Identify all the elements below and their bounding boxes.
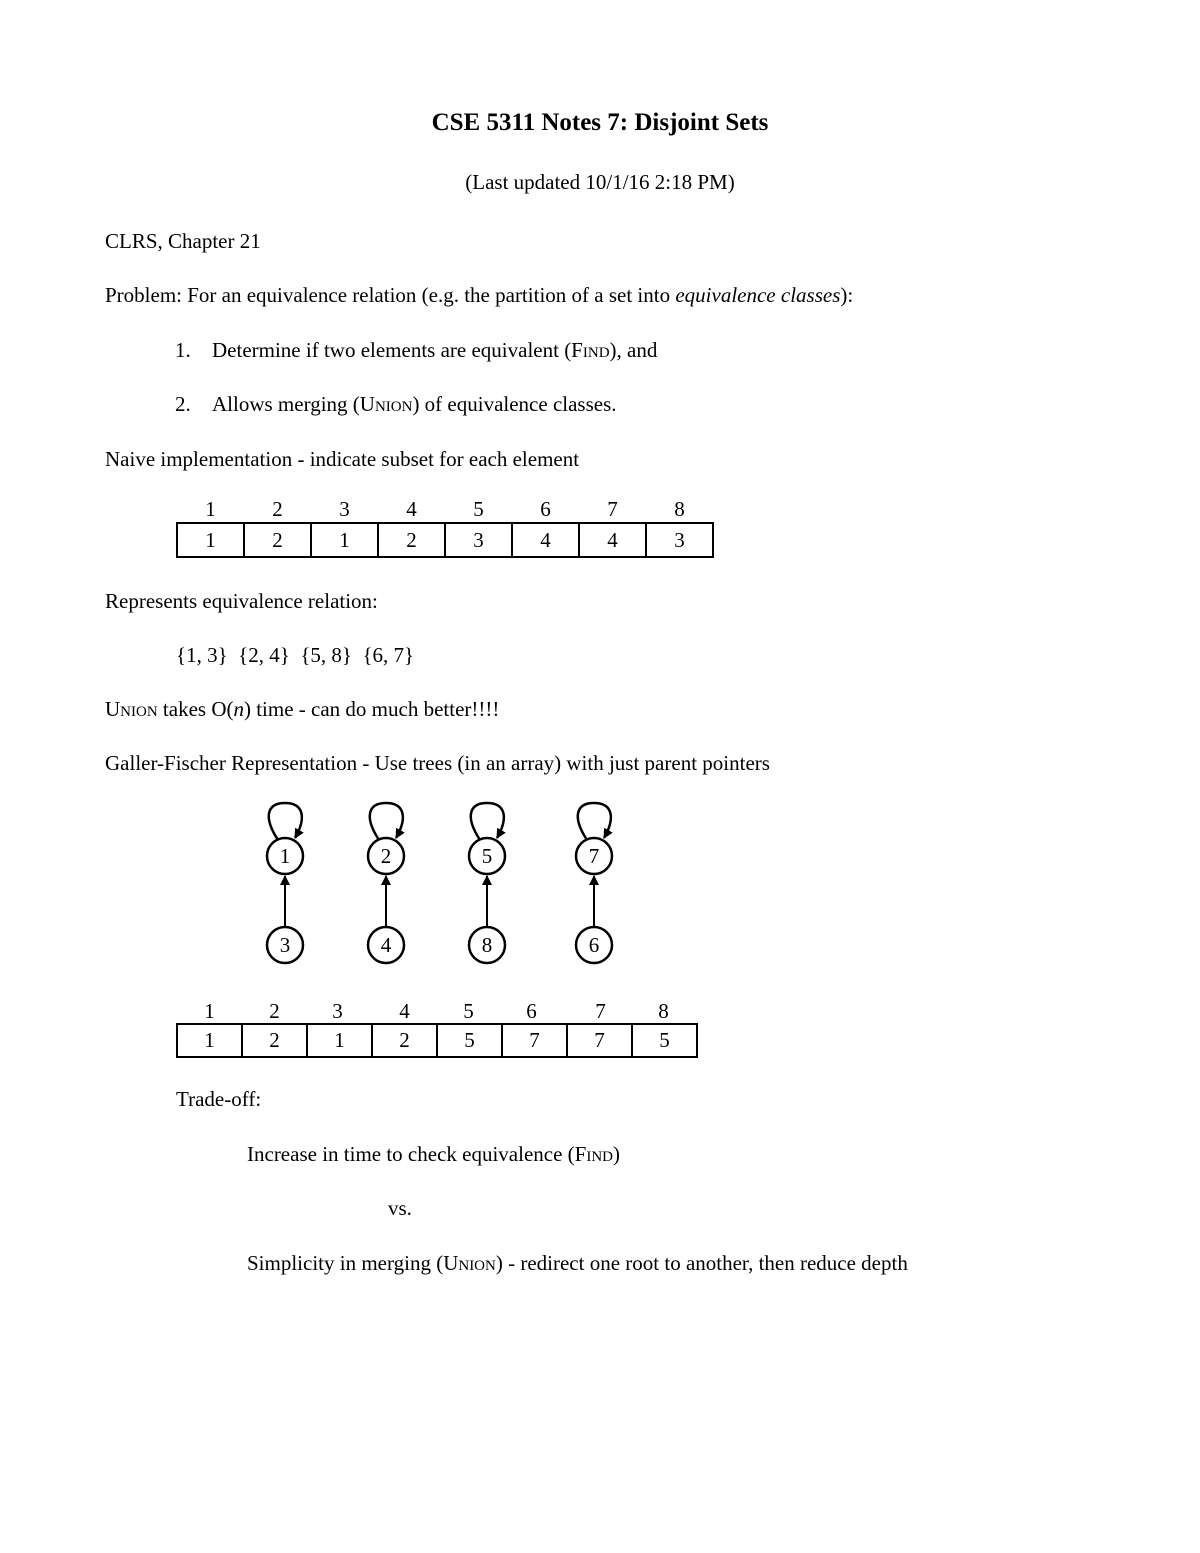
- child-label: 6: [588, 933, 600, 957]
- page-title: CSE 5311 Notes 7: Disjoint Sets: [431, 109, 769, 136]
- array-index: 4: [406, 497, 417, 521]
- tradeoff-heading: Trade-off:: [176, 1087, 262, 1111]
- array-index: 5: [463, 999, 474, 1023]
- root-label: 2: [380, 844, 392, 868]
- child-label: 3: [279, 933, 291, 957]
- array-index: 3: [339, 497, 350, 521]
- forest-diagram: [0, 795, 1200, 975]
- tradeoff-find: Increase in time to check equivalence (FIND): [247, 1142, 621, 1166]
- array-index: 8: [674, 497, 685, 521]
- array-cell: 1: [311, 523, 378, 557]
- array-cell: 3: [445, 523, 512, 557]
- array-cell: 2: [244, 523, 311, 557]
- array-cell: 1: [177, 523, 244, 557]
- tradeoff-vs: vs.: [388, 1196, 412, 1220]
- array-cell: 1: [307, 1024, 372, 1057]
- array-cell: 2: [242, 1024, 307, 1057]
- array-cell: 2: [378, 523, 445, 557]
- array-index: 2: [272, 497, 283, 521]
- array-cell: 5: [437, 1024, 502, 1057]
- self-loop-arrow: [370, 803, 403, 840]
- naive-heading: Naive implementation - indicate subset for each element: [105, 447, 580, 471]
- array-index: 4: [399, 999, 410, 1023]
- array-cell: 5: [632, 1024, 697, 1057]
- array-index: 1: [204, 999, 215, 1023]
- array-index: 7: [595, 999, 606, 1023]
- root-label: 1: [279, 844, 291, 868]
- reference: CLRS, Chapter 21: [105, 229, 261, 253]
- array-cell: 1: [177, 1024, 242, 1057]
- last-updated: (Last updated 10/1/16 2:18 PM): [465, 170, 735, 194]
- root-label: 7: [588, 844, 600, 868]
- child-label: 8: [481, 933, 493, 957]
- represents-heading: Represents equivalence relation:: [105, 589, 378, 613]
- galler-heading: Galler-Fischer Representation - Use trees (in an array) with just parent pointers: [105, 751, 770, 775]
- array-index: 1: [205, 497, 216, 521]
- array-cell: 2: [372, 1024, 437, 1057]
- list-item: 2. Allows merging (UNION) of equivalence classes.: [175, 392, 617, 416]
- union-note: UNION takes O(n) time - can do much better!!!!: [105, 697, 500, 721]
- array-index: 6: [526, 999, 537, 1023]
- array-index: 6: [540, 497, 551, 521]
- self-loop-arrow: [578, 803, 611, 840]
- array-cell: 4: [579, 523, 646, 557]
- tree: [576, 803, 612, 963]
- tree: [469, 803, 505, 963]
- array-index: 3: [332, 999, 343, 1023]
- array-cell: 7: [567, 1024, 632, 1057]
- array-index: 8: [658, 999, 669, 1023]
- array-index: 2: [269, 999, 280, 1023]
- child-label: 4: [380, 933, 392, 957]
- array-index: 5: [473, 497, 484, 521]
- self-loop-arrow: [471, 803, 504, 840]
- equivalence-sets: {1, 3} {2, 4} {5, 8} {6, 7}: [176, 643, 415, 667]
- list-item: 1. Determine if two elements are equivalent (FIND), and: [175, 338, 658, 362]
- array-cell: 3: [646, 523, 713, 557]
- problem-statement: Problem: For an equivalence relation (e.g. the partition of a set into equivalence classes):: [105, 283, 854, 307]
- array-index: 7: [607, 497, 618, 521]
- root-label: 5: [481, 844, 493, 868]
- self-loop-arrow: [269, 803, 302, 840]
- tradeoff-union: Simplicity in merging (UNION) - redirect one root to another, then reduce depth: [247, 1251, 908, 1275]
- tree: [368, 803, 404, 963]
- array-cell: 7: [502, 1024, 567, 1057]
- tree: [267, 803, 303, 963]
- array-cell: 4: [512, 523, 579, 557]
